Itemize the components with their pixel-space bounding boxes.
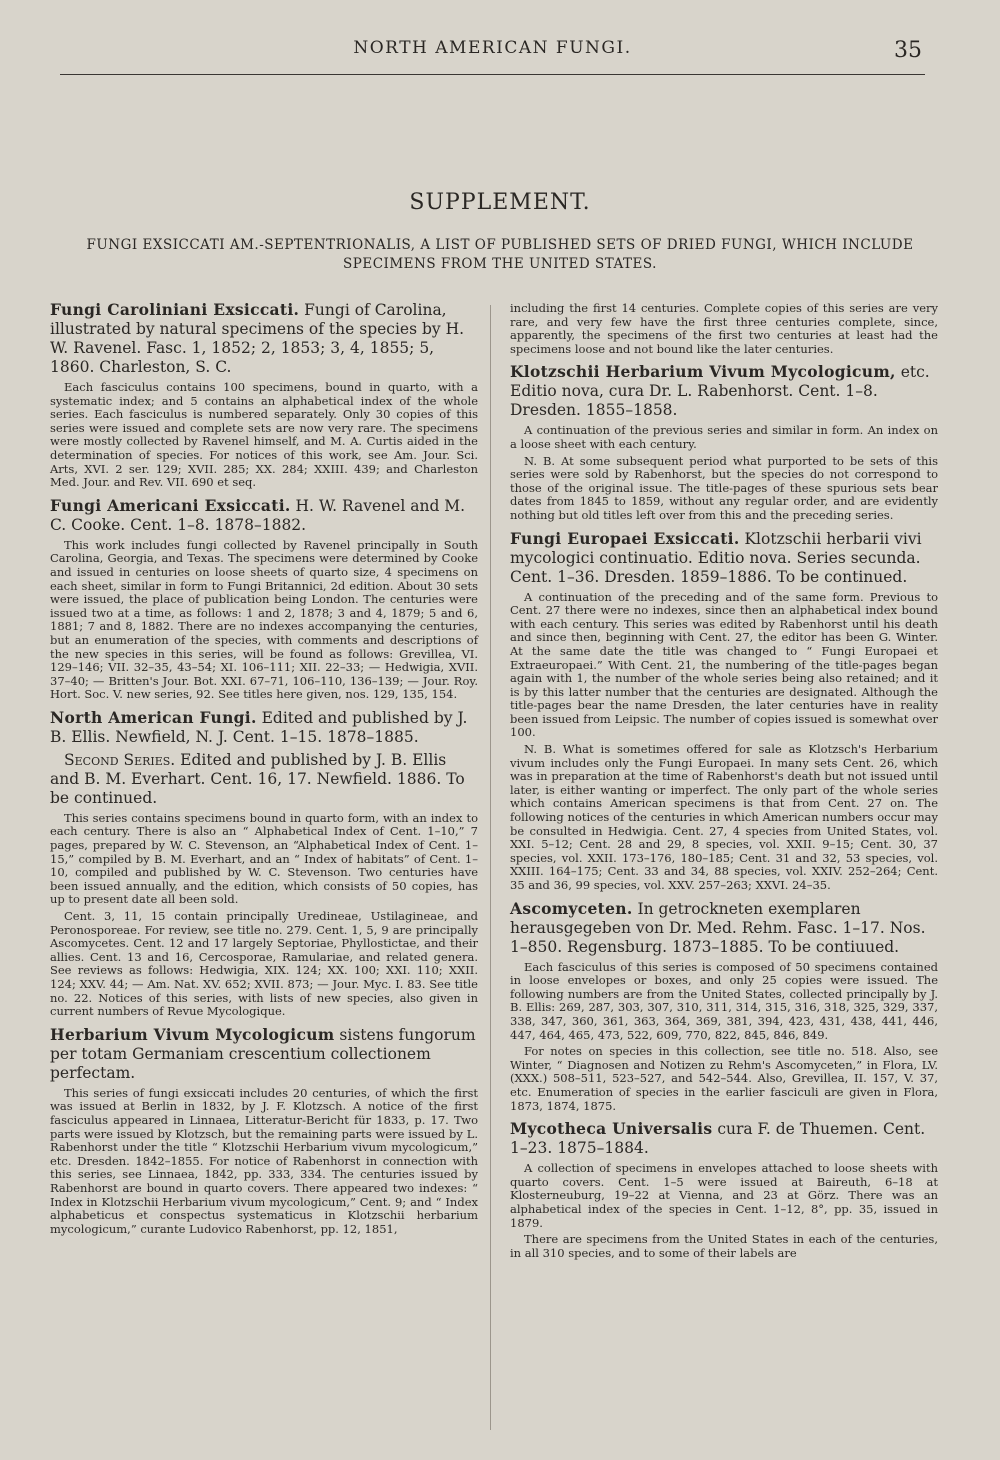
entry-heading bbox=[50, 1025, 478, 1083]
entry-paragraph: For notes on species in this collection, see title no. 518. Also, see Winter, “ Diagnosen and Notizen zu Rehm's Ascomyceten,” in Flora, LV. (XXX.) 508–511, 523–527, and 542–544. Also, Grevillea, II. 157, V. 37, etc. Enumeration of species in the earlier fasciculi are given in Flora, 1873, 1874, 1875. bbox=[510, 1044, 938, 1113]
entry-paragraph: A continuation of the preceding and of the same form. Previous to Cent. 27 there were no indexes, since then an alphabetical index bound with each century. This series was edited by Rabenhorst until his death and since then, beginning with Cent. 27, the editor has been G. Winter. At the same date the title was changed to “ Fungi Europaei et Extraeuropaei.” With Cent. 21, the numbering of the title-pages began again with 1, the number of the whole series being also retained; and it is by this latter number that the centuries are designated. Although the title-pages bear the name Dresden, the later centuries have in reality been issued from Leipsic. The number of copies issued is somewhat over 100. bbox=[510, 589, 938, 740]
entry-paragraph: Each fasciculus contains 100 specimens, bound in quarto, with a systematic index; and 5 contains an alphabetical index of the whole series. Each fasciculus is numbered separately. Only 30 copies of this series were issued and complete sets are now very rare. The specimens were mostly collected by Ravenel himself, and M. A. Curtis aided in the determination of species. For notices of this work, see Am. Jour. Sci. Arts, XVI. 2 ser. 129; XVII. 285; XX. 284; XXIII. 439; and Charleston Med. Jour. and Rev. VII. 690 et seq. bbox=[50, 380, 478, 490]
column-divider bbox=[490, 305, 491, 1430]
entry-fungi-caroliniani bbox=[50, 300, 478, 490]
second-series-label: Second Series. bbox=[64, 750, 176, 769]
page-number: 35 bbox=[894, 38, 922, 63]
entry-heading bbox=[510, 899, 938, 957]
entry-fungi-europaei bbox=[510, 529, 938, 893]
section-title: SUPPLEMENT. bbox=[409, 190, 591, 215]
second-series-text: Edited and published by J. B. Ellis and B. M. Everhart. Cent. 16, 17. Newfield. 1886. To be continued. bbox=[50, 750, 465, 807]
entry-heading bbox=[510, 1119, 938, 1158]
right-column bbox=[510, 302, 938, 1266]
entry-paragraph: N. B. What is sometimes offered for sale as Klotzsch's Herbarium vivum includes only the Fungi Europaei. In many sets Cent. 26, which was in preparation at the time of Rabenhorst's death but not issued until later, is either wanting or imperfect. The only part of the whole series which contains American specimens is that from Cent. 27 on. The following notices of the centuries in which American numbers occur may be consulted in Hedwigia. Cent. 27, 4 species from United States, vol. XXI. 5–12; Cent. 28 and 29, 8 species, vol. XXII. 9–15; Cent. 30, 37 species, vol. XXII. 173–176, 180–185; Cent. 31 and 32, 53 species, vol. XXIII. 164–175; Cent. 33 and 34, 88 species, vol. XXIV. 252–264; Cent. 35 and 36, 99 species, vol. XXV. 257–263; XXVI. 24–35. bbox=[510, 742, 938, 892]
entry-klotzschii-herbarium bbox=[510, 362, 938, 522]
entry-heading bbox=[50, 708, 478, 747]
entry-name: Herbarium Vivum Mycologicum bbox=[50, 1024, 335, 1044]
entry-ascomyceten bbox=[510, 899, 938, 1114]
entry-paragraph: There are specimens from the United States in each of the centuries, in all 310 species, and to some of their labels are bbox=[510, 1232, 938, 1260]
entry-heading-text: Klotzschii herbarii vivi mycologici continuatio. Editio nova. Series secunda. Cent. 1–36. Dresden. 1859–1886. To be continued. bbox=[510, 529, 922, 586]
entry-paragraph: Each fasciculus of this series is composed of 50 specimens contained in loose envelopes or boxes, and only 25 copies were issued. The following numbers are from the United States, collected principally by J. B. Ellis: 269, 287, 303, 307, 310, 311, 314, 315, 316, 318, 325, 329, 337, 338, 347, 360, 361, 363, 364, 369, 381, 394, 423, 431, 438, 441, 446, 447, 464, 465, 473, 522, 609, 770, 822, 845, 846, 849. bbox=[510, 959, 938, 1042]
entry-name: Fungi Americani Exsiccati. bbox=[50, 495, 291, 515]
entry-name: Mycotheca Universalis bbox=[510, 1119, 713, 1139]
entry-name: Fungi Europaei Exsiccati. bbox=[510, 528, 740, 548]
entry-paragraph: A collection of specimens in envelopes attached to loose sheets with quarto covers. Cent. 1–5 were issued at Baireuth, 6–18 at Klosterneuburg, 19–22 at Vienna, and 23 at Görz. There was an alphabetical index of the species in Cent. 1–12, 8°, pp. 35, issued in 1879. bbox=[510, 1161, 938, 1230]
entry-heading-text: Fungi of Carolina, illustrated by natural specimens of the species by H. W. Ravenel. Fasc. 1, 1852; 2, 1853; 3, 4, 1855; 5, 1860. Charleston, S. C. bbox=[50, 301, 465, 376]
entry-continuation bbox=[510, 302, 938, 356]
second-series-heading bbox=[50, 751, 478, 808]
entry-name: Fungi Caroliniani Exsiccati. bbox=[50, 300, 300, 319]
entry-paragraph: A continuation of the previous series and similar in form. An index on a loose sheet with each century. bbox=[510, 423, 938, 451]
entry-heading bbox=[50, 300, 478, 377]
entry-mycotheca-universalis bbox=[510, 1119, 938, 1260]
running-title: NORTH AMERICAN FUNGI. bbox=[353, 38, 632, 58]
entry-herbarium-vivum bbox=[50, 1025, 478, 1237]
section-subtitle: FUNGI EXSICCATI AM.-SEPTENTRIONALIS, A LIST OF PUBLISHED SETS OF DRIED FUNGI, WHICH INCLUDE SPECIMENS FROM THE UNITED STATES. bbox=[86, 237, 914, 272]
entry-name: Ascomyceten. bbox=[510, 898, 633, 918]
header-rule bbox=[60, 74, 925, 75]
entry-paragraph: This series contains specimens bound in quarto form, with an index to each century. There is also an “ Alphabetical Index of Cent. 1–10,” 7 pages, prepared by W. C. Stevenson, an “Alphabetical Index of Cent. 1–15,” compiled by B. M. Everhart, and an “ Index of habitats” of Cent. 1–10, compiled and published by W. C. Stevenson. Two centuries have been issued annually, and the edition, which consists of 50 copies, has up to present date all been sold. bbox=[50, 810, 478, 907]
entry-heading bbox=[50, 496, 478, 535]
entry-heading-text: etc. Editio nova, cura Dr. L. Rabenhorst. Cent. 1–8. Dresden. 1855–1858. bbox=[510, 363, 930, 420]
entry-heading bbox=[510, 362, 938, 420]
entry-heading-text: Edited and published by J. B. Ellis. Newfield, N. J. Cent. 1–15. 1878–1885. bbox=[50, 708, 468, 746]
entry-paragraph: including the first 14 centuries. Complete copies of this series are very rare, and very few have the first three centuries complete, since, apparently, the specimens of the first two centuries at least had the specimens loose and not bound like the later centuries. bbox=[510, 301, 938, 356]
entry-heading-text: sistens fungorum per totam Germaniam crescentium collectionem perfectam. bbox=[50, 1025, 476, 1082]
entry-paragraph: This work includes fungi collected by Ravenel principally in South Carolina, Georgia, and Texas. The specimens were determined by Cooke and issued in centuries on loose sheets of quarto size, 4 specimens on each sheet, similar in form to Fungi Britannici, 2d edition. About 30 sets were issued, the place of publication being London. The centuries were issued two at a time, as follows: 1 and 2, 1878; 3 and 4, 1879; 5 and 6, 1881; 7 and 8, 1882. There are no indexes accompanying the centuries, but an enumeration of the species, with comments and descriptions of the new species in this series, will be found as follows: Grevillea, VI. 129–146; VII. 32–35, 43–54; XI. 106–111; XII. 22–33; — Hedwigia, XVII. 37–40; — Britten's Jour. Bot. XXI. 67–71, 106–110, 136–139; — Jour. Roy. Hort. Soc. V. new series, 92. See titles here given, nos. 129, 135, 154. bbox=[50, 537, 478, 702]
entry-fungi-americani bbox=[50, 496, 478, 702]
entry-name: Klotzschii Herbarium Vivum Mycologicum, bbox=[510, 362, 896, 382]
left-column bbox=[50, 300, 478, 1242]
entry-heading-text: cura F. de Thuemen. Cent. 1–23. 1875–1884. bbox=[510, 1120, 926, 1158]
entry-name: North American Fungi. bbox=[50, 707, 257, 727]
entry-north-american-fungi bbox=[50, 708, 478, 1019]
entry-heading bbox=[510, 529, 938, 587]
entry-paragraph: N. B. At some subsequent period what purported to be sets of this series were sold by Rabenhorst, but the species do not correspond to those of the original issue. The title-pages of these spurious sets bear dates from 1845 to 1859, without any regular order, and are evidently nothing but old titles left over from this and the preceding series. bbox=[510, 453, 938, 522]
entry-heading-text: In getrockneten exemplaren herausgegeben von Dr. Med. Rehm. Fasc. 1–17. Nos. 1–850. Regensburg. 1873–1885. To be contiuued. bbox=[510, 899, 926, 956]
entry-paragraph: Cent. 3, 11, 15 contain principally Uredineae, Ustilagineae, and Peronosporeae. For review, see title no. 279. Cent. 1, 5, 9 are principally Ascomycetes. Cent. 12 and 17 largely Septoriae, Phyllostictae, and their allies. Cent. 13 and 16, Cercosporae, Ramulariae, and related genera. See reviews as follows: Hedwigia, XIX. 124; XX. 100; XXI. 110; XXII. 124; XXV. 44; — Am. Nat. XV. 652; XVII. 873; — Jour. Myc. I. 83. See title no. 22. Notices of this series, with lists of new species, also given in current numbers of Revue Mycologique. bbox=[50, 909, 478, 1019]
entry-heading-text: H. W. Ravenel and M. C. Cooke. Cent. 1–8. 1878–1882. bbox=[50, 496, 466, 534]
entry-paragraph: This series of fungi exsiccati includes 20 centuries, of which the first was issued at Berlin in 1832, by J. F. Klotzsch. A notice of the first fasciculus appeared in Linnaea, Litteratur-Bericht für 1833, p. 17. Two parts were issued by Klotzsch, but the remaining parts were issued by L. Rabenhorst under the title “ Klotzschii Herbarium vivum mycologicum,” etc. Dresden. 1842–1855. For notice of Rabenhorst in connection with this series, see Linnaea, 1842, pp. 333, 334. The centuries issued by Rabenhorst are bound in quarto covers. There appeared two indexes: “ Index in Klotzschii Herbarium vivum mycologicum,” Cent. 9; and “ Index alphabeticus et conspectus systematicus in Klotzschii herbarium mycologicum,” curante Ludovico Rabenhorst, pp. 12, 1851, bbox=[50, 1085, 478, 1236]
